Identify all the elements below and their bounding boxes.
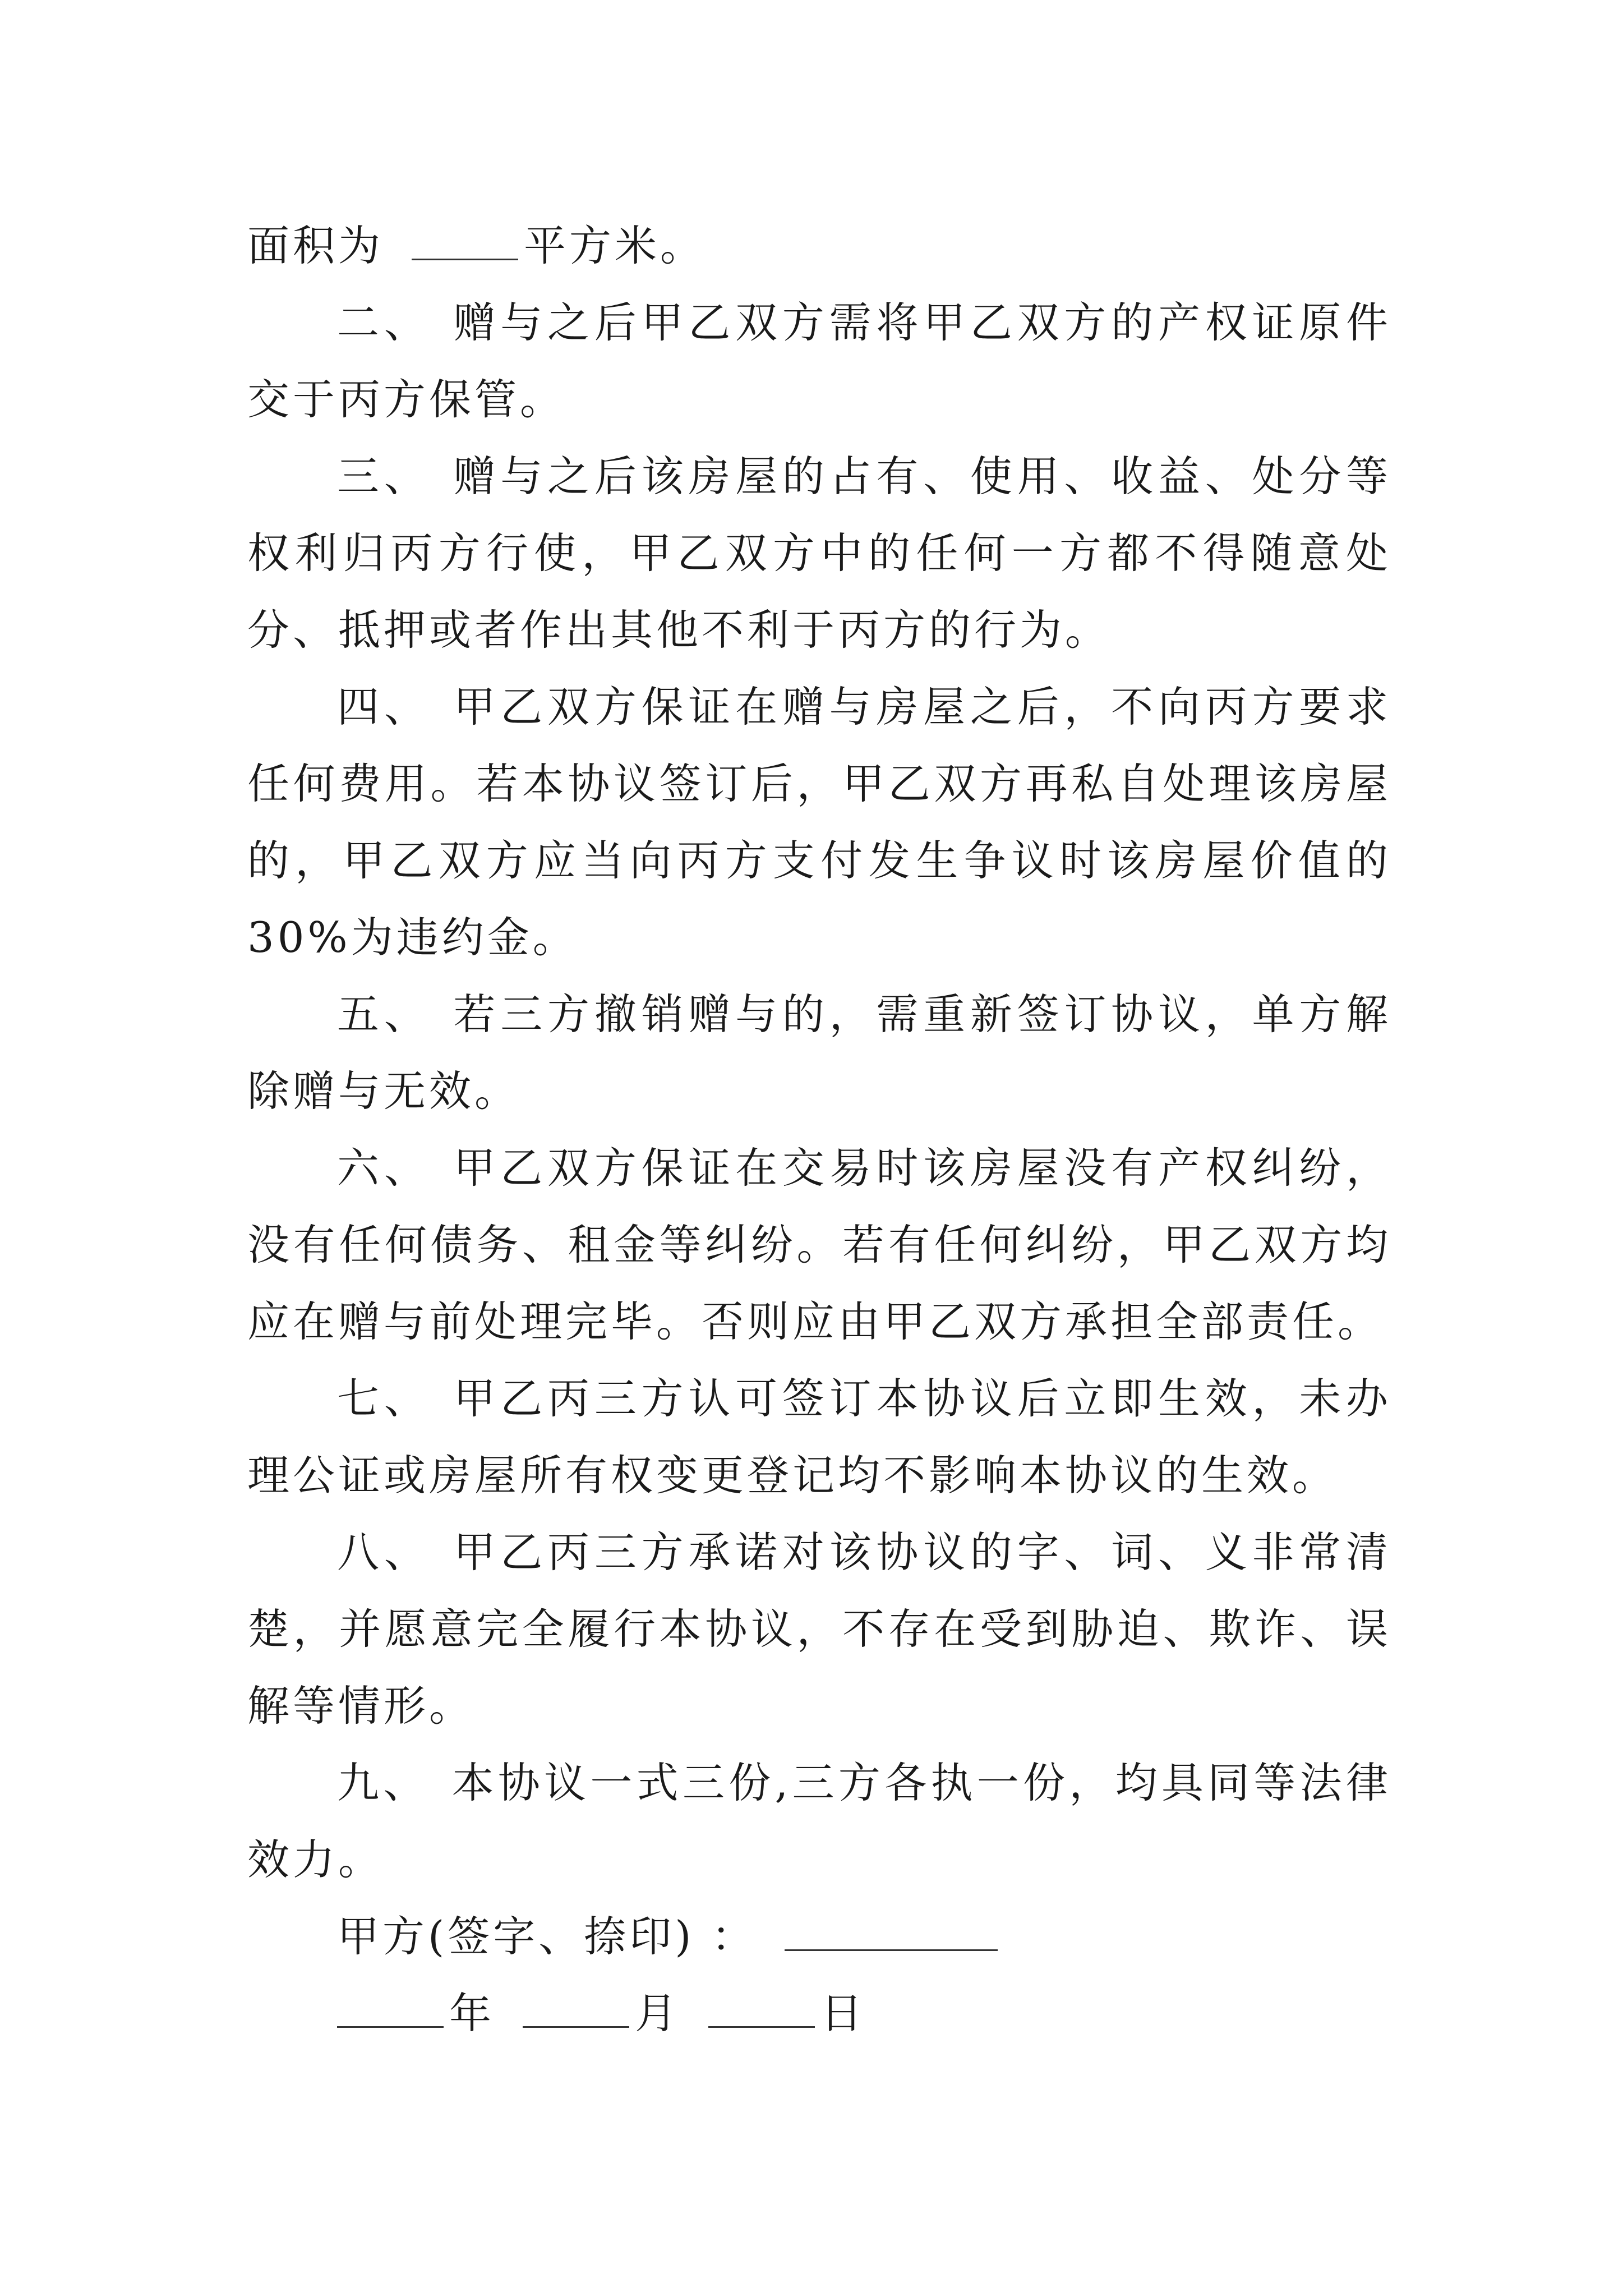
month-label: 月: [635, 1989, 681, 2038]
clause-text: 本协议一式三份,三方各执一份，均具同等法律效力。: [247, 1758, 1391, 1884]
signature-blank[interactable]: [785, 1916, 998, 1951]
clause-text: 若三方撤销赠与的，需重新签订协议，单方解除赠与无效。: [247, 990, 1391, 1116]
clause-text: 赠与之后该房屋的占有、使用、收益、处分等权利归丙方行使，甲乙双方中的任何一方都不得随意处分、抵押或者作出其他不利于丙方的行为。: [247, 452, 1391, 655]
date-line: [247, 1975, 1391, 2052]
clause-number: 三、: [337, 452, 431, 501]
clause-number: 九、: [337, 1758, 430, 1807]
clause-text: 甲乙双方保证在赠与房屋之后，不向丙方要求任何费用。若本协议签订后，甲乙双方再私自处理该房屋的，甲乙双方应当向丙方支付发生争议时该房屋价值的30%为违约金。: [247, 682, 1391, 962]
area-suffix: 平方米。: [524, 221, 706, 270]
day-label: 日: [820, 1989, 866, 2038]
document-body: [247, 208, 1391, 2052]
clause-5: [247, 976, 1391, 1130]
clause-text: 甲乙丙三方承诺对该协议的字、词、义非常清楚，并愿意完全履行本协议，不存在受到胁迫、欺诈、误解等情形。: [247, 1527, 1391, 1731]
clause-text: 甲乙丙三方认可签订本协议后立即生效，未办理公证或房屋所有权变更登记均不影响本协议的生效。: [247, 1374, 1391, 1500]
clause-number: 八、: [337, 1527, 431, 1577]
clause-9: [247, 1745, 1391, 1898]
clause-number: 四、: [337, 682, 431, 731]
area-prefix: 面积为: [247, 221, 384, 270]
clause-number: 二、: [337, 298, 431, 347]
area-line: [247, 208, 1391, 284]
signature-label: 甲方(签字、捺印) ：: [337, 1912, 757, 1961]
clause-text: 甲乙双方保证在交易时该房屋没有产权纠纷，没有任何债务、租金等纠纷。若有任何纠纷，甲乙双方均应在赠与前处理完毕。否则应由甲乙双方承担全部责任。: [247, 1143, 1391, 1346]
year-blank[interactable]: [337, 1993, 444, 2028]
signature-line: [247, 1898, 1391, 1975]
clause-6: [247, 1130, 1391, 1360]
clause-number: 六、: [337, 1143, 431, 1193]
year-label: 年: [449, 1989, 495, 2038]
area-blank[interactable]: [412, 225, 518, 260]
clause-number: 五、: [337, 990, 431, 1039]
month-blank[interactable]: [523, 1993, 629, 2028]
clause-text: 赠与之后甲乙双方需将甲乙双方的产权证原件交于丙方保管。: [247, 298, 1391, 424]
clause-7: [247, 1360, 1391, 1514]
clause-4: [247, 669, 1391, 976]
day-blank[interactable]: [708, 1993, 815, 2028]
clause-2: [247, 284, 1391, 438]
clause-3: [247, 438, 1391, 669]
clause-number: 七、: [337, 1374, 431, 1423]
clause-8: [247, 1514, 1391, 1745]
